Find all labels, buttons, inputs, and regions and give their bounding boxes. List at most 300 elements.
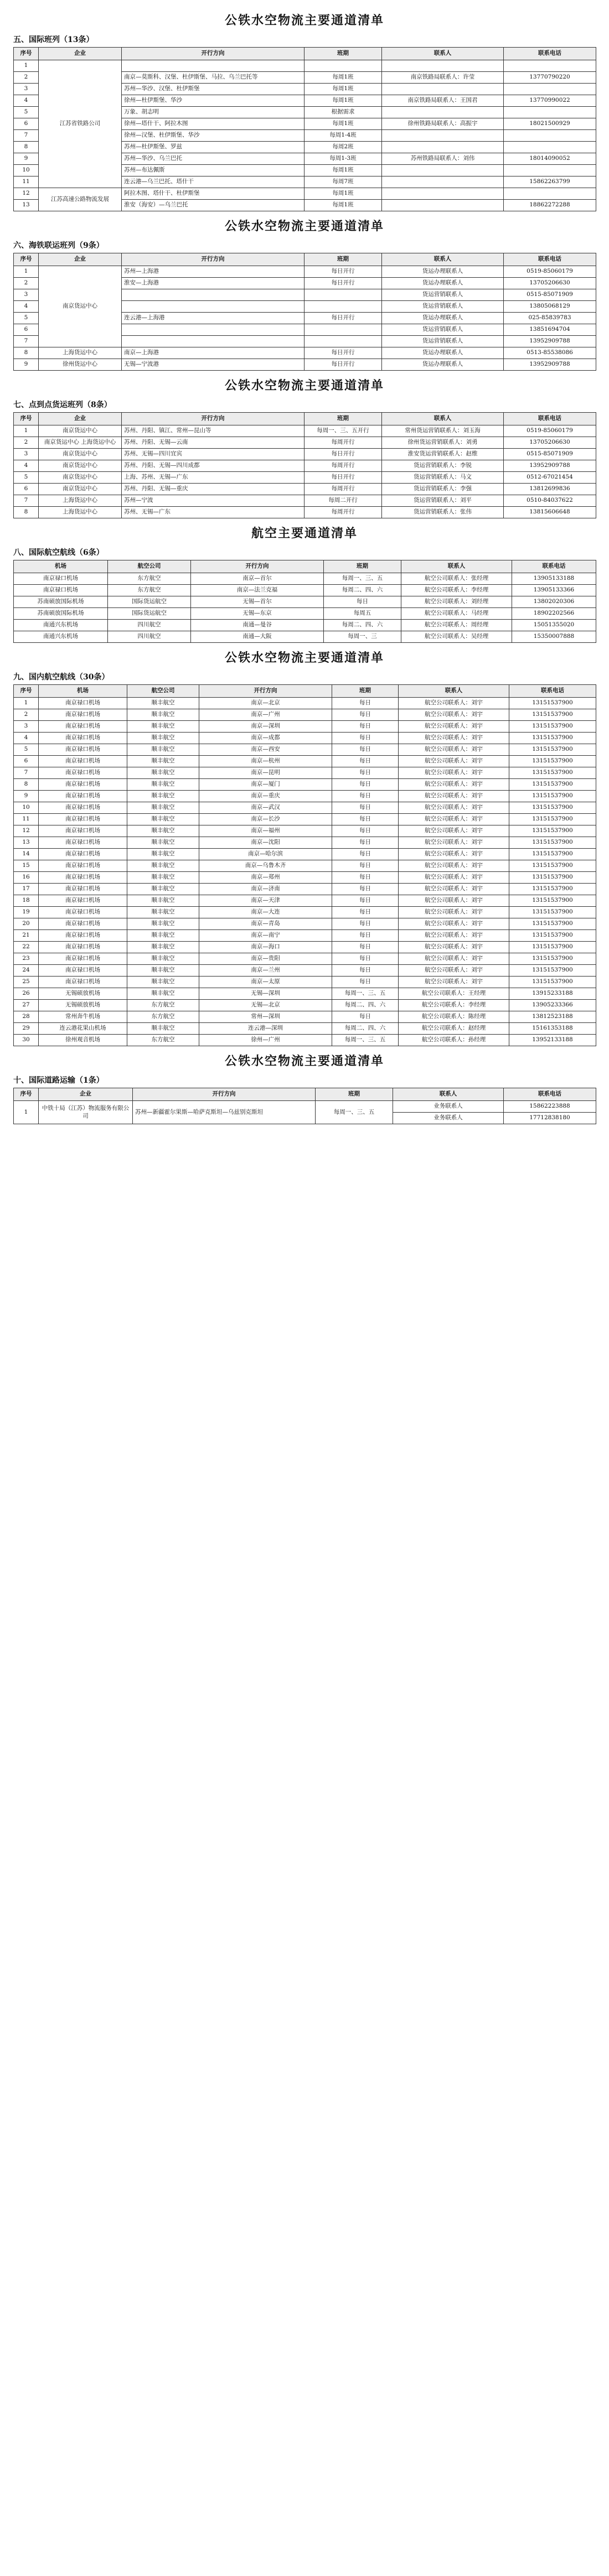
cell-no: 7 [14, 130, 39, 142]
cell-direction: 南京—天津 [199, 895, 332, 907]
section-sea-rail [13, 240, 596, 371]
cell-contact: 航空公司联系人：刘宇 [399, 837, 509, 849]
cell-phone: 13151537900 [509, 907, 596, 918]
cell-frequency: 每周1班 [304, 95, 382, 107]
cell-airport: 南京禄口机场 [39, 698, 127, 709]
cell-contact: 南京铁路局联系人：王国君 [382, 95, 504, 107]
cell-direction: 无锡—宁波港 [122, 359, 304, 371]
cell-direction: 苏州、丹阳、无锡—重庆 [122, 484, 304, 495]
cell-no: 14 [14, 849, 39, 860]
cell-frequency: 每日 [332, 698, 399, 709]
cell-frequency [304, 336, 382, 347]
cell-airline: 顺丰航空 [127, 953, 199, 965]
table-intl-road [13, 1088, 596, 1124]
cell-phone: 0515-85071909 [504, 449, 596, 460]
header-cell: 联系电话 [504, 48, 596, 60]
cell-direction: 南京—重庆 [199, 791, 332, 802]
cell-no: 3 [14, 289, 39, 301]
cell-airport: 南通兴东机场 [14, 620, 108, 631]
table-row [14, 1035, 596, 1046]
cell-direction: 南京—深圳 [199, 721, 332, 733]
cell-contact: 航空公司联系人：马经理 [401, 608, 512, 620]
cell-airport: 南京禄口机场 [39, 733, 127, 744]
cell-contact: 航空公司联系人：刘宇 [399, 709, 509, 721]
cell-airport: 南京禄口机场 [39, 802, 127, 814]
table-row [14, 359, 596, 371]
table-row [14, 802, 596, 814]
cell-direction: 徐州—杜伊斯堡、华沙 [122, 95, 304, 107]
cell-frequency: 每周开行 [304, 507, 382, 518]
header-cell: 序号 [14, 685, 39, 698]
table-row [14, 495, 596, 507]
cell-contact: 航空公司联系人：刘宇 [399, 977, 509, 988]
cell-direction: 南京—兰州 [199, 965, 332, 977]
header-cell: 班期 [304, 413, 382, 425]
cell-no: 16 [14, 872, 39, 884]
header-cell: 开行方向 [122, 413, 304, 425]
table-row [14, 631, 596, 643]
cell-phone: 13770990022 [504, 95, 596, 107]
cell-no: 8 [14, 779, 39, 791]
cell-no: 5 [14, 313, 39, 324]
cell-direction: 淮安—上海港 [122, 278, 304, 289]
cell-contact [382, 107, 504, 118]
cell-direction: 南京—长沙 [199, 814, 332, 825]
cell-airline: 东方航空 [127, 1035, 199, 1046]
cell-airport: 南京禄口机场 [39, 860, 127, 872]
doc-title: 公铁水空物流主要通道清单 [224, 1054, 384, 1068]
cell-phone: 13151537900 [509, 733, 596, 744]
cell-direction: 南京—厦门 [199, 779, 332, 791]
cell-contact: 航空公司联系人：刘宇 [399, 814, 509, 825]
table-row [14, 942, 596, 953]
cell-airport: 南京禄口机场 [39, 814, 127, 825]
cell-direction: 南京—哈尔滨 [199, 849, 332, 860]
cell-phone [504, 165, 596, 176]
cell-phone: 13952909788 [504, 460, 596, 472]
cell-frequency: 每日开行 [304, 359, 382, 371]
cell-no: 9 [14, 153, 39, 165]
cell-frequency: 每周二、四、六 [324, 620, 401, 631]
cell-direction: 南京—西安 [199, 744, 332, 756]
cell-frequency: 根据需求 [304, 107, 382, 118]
cell-airport: 南京禄口机场 [39, 744, 127, 756]
cell-contact: 航空公司联系人：刘宇 [399, 918, 509, 930]
cell-no: 1 [14, 266, 39, 278]
header-cell: 联系人 [382, 48, 504, 60]
cell-no: 13 [14, 200, 39, 211]
cell-no: 9 [14, 359, 39, 371]
cell-phone: 13151537900 [509, 895, 596, 907]
cell-airline: 东方航空 [108, 573, 191, 585]
cell-direction: 连云港—乌兰巴托、塔什干 [122, 176, 304, 188]
cell-contact: 常州货运营销联系人：刘玉海 [382, 425, 504, 437]
cell-phone: 13905233366 [509, 1000, 596, 1011]
header-cell: 联系人 [399, 685, 509, 698]
cell-contact: 航空公司联系人：陈经理 [399, 1011, 509, 1023]
cell-direction: 苏州—华沙、乌兰巴托 [122, 153, 304, 165]
header-cell: 序号 [14, 413, 39, 425]
header-cell: 班期 [304, 253, 382, 266]
cell-frequency [304, 289, 382, 301]
doc-title: 公铁水空物流主要通道清单 [224, 378, 384, 393]
cell-phone: 13802020306 [512, 596, 596, 608]
cell-frequency: 每周1班 [304, 84, 382, 95]
cell-airport: 徐州观音机场 [39, 1035, 127, 1046]
cell-no: 22 [14, 942, 39, 953]
cell-frequency: 每日 [332, 965, 399, 977]
cell-direction: 苏州、丹阳、无锡—四川成都 [122, 460, 304, 472]
cell-frequency: 每日 [332, 802, 399, 814]
cell-direction: 万象、胡志明 [122, 107, 304, 118]
table-row [14, 266, 596, 278]
cell-airline: 顺丰航空 [127, 860, 199, 872]
cell-phone: 13952909788 [504, 359, 596, 371]
cell-frequency: 每日 [332, 825, 399, 837]
cell-phone: 15051355020 [512, 620, 596, 631]
cell-direction: 南京—南宁 [199, 930, 332, 942]
cell-frequency: 每日 [332, 918, 399, 930]
cell-direction: 南京—武汉 [199, 802, 332, 814]
table-row [14, 918, 596, 930]
cell-direction [122, 324, 304, 336]
section-title: 九、国内航空航线（30条） [13, 673, 110, 682]
table-row [14, 779, 596, 791]
table-row [14, 698, 596, 709]
cell-direction: 常州—深圳 [199, 1011, 332, 1023]
table-row [14, 884, 596, 895]
cell-airport: 南京禄口机场 [39, 918, 127, 930]
cell-contact: 航空公司联系人：刘宇 [399, 895, 509, 907]
cell-contact: 航空公司联系人：刘宇 [399, 965, 509, 977]
header-cell: 班期 [324, 560, 401, 573]
cell-contact: 航空公司联系人：李经理 [401, 585, 512, 596]
cell-no: 12 [14, 188, 39, 200]
cell-phone: 13915233188 [509, 988, 596, 1000]
cell-frequency: 每周二、四、六 [332, 1023, 399, 1035]
cell-airport: 南京禄口机场 [39, 721, 127, 733]
cell-contact: 徐州货运营销联系人：刘勇 [382, 437, 504, 449]
cell-phone: 13151537900 [509, 918, 596, 930]
doc-title: 公铁水空物流主要通道清单 [224, 651, 384, 665]
cell-phone: 0519-85060179 [504, 266, 596, 278]
cell-contact: 货运营销联系人：刘平 [382, 495, 504, 507]
cell-no: 17 [14, 884, 39, 895]
cell-direction: 南京—广州 [199, 709, 332, 721]
cell-airport: 南通兴东机场 [14, 631, 108, 643]
cell-company: 南京货运中心 [39, 425, 122, 437]
cell-phone: 13151537900 [509, 744, 596, 756]
cell-airline: 顺丰航空 [127, 988, 199, 1000]
cell-frequency: 每周二、四、六 [324, 585, 401, 596]
cell-airport: 南京禄口机场 [39, 767, 127, 779]
cell-phone: 13151537900 [509, 698, 596, 709]
cell-phone: 13151537900 [509, 860, 596, 872]
cell-no: 7 [14, 767, 39, 779]
cell-direction: 南京—大连 [199, 907, 332, 918]
cell-frequency: 每日开行 [304, 313, 382, 324]
cell-direction: 南京—贵阳 [199, 953, 332, 965]
cell-phone: 13151537900 [509, 779, 596, 791]
cell-direction [122, 60, 304, 72]
section-point-to-point [13, 399, 596, 518]
cell-contact: 航空公司联系人：刘宇 [399, 721, 509, 733]
cell-contact [382, 84, 504, 95]
cell-direction: 上海、苏州、无锡—广东 [122, 472, 304, 484]
cell-direction: 南京—沈阳 [199, 837, 332, 849]
cell-airline: 顺丰航空 [127, 779, 199, 791]
table-row [14, 1011, 596, 1023]
table-row [14, 930, 596, 942]
cell-contact: 徐州铁路局联系人：高振宇 [382, 118, 504, 130]
cell-frequency: 每日 [332, 849, 399, 860]
cell-airline: 顺丰航空 [127, 721, 199, 733]
cell-phone: 13151537900 [509, 872, 596, 884]
cell-phone: 13952133188 [509, 1035, 596, 1046]
cell-airline: 顺丰航空 [127, 849, 199, 860]
cell-frequency: 每日 [332, 860, 399, 872]
cell-direction: 徐州—塔什干、阿拉木图 [122, 118, 304, 130]
cell-airline: 顺丰航空 [127, 814, 199, 825]
cell-frequency: 每日开行 [304, 472, 382, 484]
cell-direction: 南京—海口 [199, 942, 332, 953]
cell-phone: 13805068129 [504, 301, 596, 313]
cell-contact: 货运办理联系人 [382, 359, 504, 371]
cell-contact: 航空公司联系人：刘经理 [401, 596, 512, 608]
cell-company: 南京货运中心 [39, 449, 122, 460]
cell-frequency: 每日 [332, 779, 399, 791]
cell-frequency: 每日 [332, 756, 399, 767]
table-row [14, 977, 596, 988]
table-intl-air [13, 560, 596, 643]
cell-contact: 航空公司联系人：刘宇 [399, 953, 509, 965]
cell-frequency: 每周1班 [304, 188, 382, 200]
header-cell: 联系人 [382, 413, 504, 425]
cell-contact: 货运营销联系人：张伟 [382, 507, 504, 518]
cell-frequency: 每日开行 [304, 347, 382, 359]
table-row [14, 860, 596, 872]
cell-airport: 南京禄口机场 [14, 573, 108, 585]
cell-airline: 顺丰航空 [127, 802, 199, 814]
cell-phone: 13905133366 [512, 585, 596, 596]
cell-phone: 18014090052 [504, 153, 596, 165]
header-cell: 企业 [39, 48, 122, 60]
cell-frequency: 每周开行 [304, 437, 382, 449]
cell-airport: 南京禄口机场 [39, 837, 127, 849]
cell-contact: 货运营销联系人：李强 [382, 484, 504, 495]
table-row [14, 965, 596, 977]
cell-phone [504, 188, 596, 200]
cell-frequency: 每周一、三 [324, 631, 401, 643]
cell-frequency: 每周7班 [304, 176, 382, 188]
cell-no: 19 [14, 907, 39, 918]
cell-no: 11 [14, 814, 39, 825]
cell-direction: 苏州—宁波 [122, 495, 304, 507]
cell-company: 上海货运中心 [39, 347, 122, 359]
header-cell: 序号 [14, 1088, 39, 1101]
cell-contact: 货运营销联系人 [382, 324, 504, 336]
cell-contact: 货运营销联系人 [382, 301, 504, 313]
cell-contact [382, 60, 504, 72]
cell-frequency: 每周1班 [304, 118, 382, 130]
cell-frequency: 每日 [332, 872, 399, 884]
cell-frequency: 每周二开行 [304, 495, 382, 507]
cell-no: 28 [14, 1011, 39, 1023]
cell-direction: 徐州—广州 [199, 1035, 332, 1046]
cell-phone: 13812699836 [504, 484, 596, 495]
table-row [14, 791, 596, 802]
cell-direction: 南京—首尔 [191, 573, 324, 585]
cell-phone: 13705206630 [504, 437, 596, 449]
cell-direction: 苏州—杜伊斯堡、罗兹 [122, 142, 304, 153]
cell-direction: 阿拉木图、塔什干、杜伊斯堡 [122, 188, 304, 200]
cell-phone: 13851694704 [504, 324, 596, 336]
cell-frequency [304, 301, 382, 313]
cell-no: 12 [14, 825, 39, 837]
header-cell: 联系电话 [512, 560, 596, 573]
cell-no: 3 [14, 84, 39, 95]
header-cell: 联系人 [401, 560, 512, 573]
cell-phone: 13812523188 [509, 1011, 596, 1023]
cell-direction: 南京—成都 [199, 733, 332, 744]
cell-direction: 苏州—新疆霍尔果斯—哈萨克斯坦—乌兹别克斯坦 [133, 1101, 316, 1124]
table-row [14, 608, 596, 620]
cell-no: 1 [14, 1101, 39, 1124]
cell-direction: 徐州—汉堡、杜伊斯堡、华沙 [122, 130, 304, 142]
cell-frequency: 每日开行 [304, 278, 382, 289]
cell-phone [504, 84, 596, 95]
table-header [14, 253, 596, 266]
cell-direction [122, 289, 304, 301]
header-cell: 开行方向 [191, 560, 324, 573]
table-header [14, 413, 596, 425]
cell-frequency: 每周五 [324, 608, 401, 620]
cell-frequency: 每周开行 [304, 460, 382, 472]
cell-contact [382, 165, 504, 176]
doc-title: 公铁水空物流主要通道清单 [224, 219, 384, 233]
cell-no: 20 [14, 918, 39, 930]
cell-airport: 无锡硕放机场 [39, 988, 127, 1000]
cell-contact: 航空公司联系人：张经理 [401, 573, 512, 585]
cell-phone: 13151537900 [509, 802, 596, 814]
cell-frequency: 每周1班 [304, 165, 382, 176]
header-cell: 班期 [316, 1088, 393, 1101]
cell-airport: 南京禄口机场 [39, 907, 127, 918]
cell-no: 29 [14, 1023, 39, 1035]
cell-airline: 东方航空 [127, 1000, 199, 1011]
table-row [14, 756, 596, 767]
cell-frequency [304, 60, 382, 72]
cell-frequency: 每周1班 [304, 72, 382, 84]
table-row [14, 425, 596, 437]
cell-phone: 13151537900 [509, 825, 596, 837]
cell-no: 23 [14, 953, 39, 965]
cell-airline: 顺丰航空 [127, 791, 199, 802]
cell-airline: 顺丰航空 [127, 965, 199, 977]
header-cell: 联系电话 [504, 253, 596, 266]
cell-airline: 顺丰航空 [127, 895, 199, 907]
table-row [14, 620, 596, 631]
cell-airline: 四川航空 [108, 631, 191, 643]
cell-contact: 货运营销联系人 [382, 336, 504, 347]
cell-airline: 顺丰航空 [127, 709, 199, 721]
cell-contact: 航空公司联系人：刘宇 [399, 756, 509, 767]
header-cell: 开行方向 [199, 685, 332, 698]
cell-direction: 南京—莫斯科、汉堡、杜伊斯堡、马拉、乌兰巴托等 [122, 72, 304, 84]
table-row [14, 849, 596, 860]
cell-frequency: 每周1-3班 [304, 153, 382, 165]
cell-phone: 13151537900 [509, 977, 596, 988]
cell-direction: 苏州、无锡—四川宜宾 [122, 449, 304, 460]
cell-contact: 航空公司联系人：刘宇 [399, 872, 509, 884]
cell-contact [382, 142, 504, 153]
cell-phone: 13770790220 [504, 72, 596, 84]
cell-phone: 13151537900 [509, 791, 596, 802]
cell-airport: 常州奔牛机场 [39, 1011, 127, 1023]
cell-frequency: 每日 [332, 942, 399, 953]
cell-contact: 淮安货运营销联系人：赵维 [382, 449, 504, 460]
cell-phone: 13151537900 [509, 942, 596, 953]
cell-no: 8 [14, 142, 39, 153]
cell-direction: 南京—太原 [199, 977, 332, 988]
cell-company: 江苏高速公路物流发展 [39, 188, 122, 211]
cell-contact: 货运营销联系人：马文 [382, 472, 504, 484]
cell-frequency: 每日 [332, 791, 399, 802]
cell-phone: 15350007888 [512, 631, 596, 643]
cell-phone: 0513-85538086 [504, 347, 596, 359]
cell-frequency: 每日 [332, 767, 399, 779]
cell-airport: 南京禄口机场 [39, 872, 127, 884]
table-row [14, 347, 596, 359]
cell-direction: 南京—济南 [199, 884, 332, 895]
table-row [14, 472, 596, 484]
cell-no: 2 [14, 72, 39, 84]
table-row [14, 721, 596, 733]
cell-frequency: 每日 [332, 895, 399, 907]
table-row [14, 953, 596, 965]
cell-direction: 连云港—上海港 [122, 313, 304, 324]
cell-direction [122, 301, 304, 313]
cell-phone: 13151537900 [509, 709, 596, 721]
header-cell: 联系电话 [504, 1088, 596, 1101]
cell-company: 上海货运中心 [39, 507, 122, 518]
cell-no: 6 [14, 118, 39, 130]
cell-phone: 13952909788 [504, 336, 596, 347]
header-cell: 班期 [304, 48, 382, 60]
cell-contact: 货运办理联系人 [382, 278, 504, 289]
cell-phone: 18862272288 [504, 200, 596, 211]
cell-phone: 15161353188 [509, 1023, 596, 1035]
table-row [14, 767, 596, 779]
cell-frequency: 每日 [332, 1011, 399, 1023]
cell-airport: 连云港花果山机场 [39, 1023, 127, 1035]
document-page [0, 0, 609, 1146]
cell-frequency: 每日 [332, 744, 399, 756]
cell-airport: 无锡硕放机场 [39, 1000, 127, 1011]
section-title: 八、国际航空航线（6条） [13, 548, 104, 557]
cell-phone [504, 60, 596, 72]
cell-no: 5 [14, 744, 39, 756]
cell-no: 13 [14, 837, 39, 849]
cell-no: 6 [14, 484, 39, 495]
cell-phone [504, 130, 596, 142]
cell-phone: 15862223888 [504, 1101, 596, 1113]
cell-airline: 顺丰航空 [127, 767, 199, 779]
cell-direction: 无锡—首尔 [191, 596, 324, 608]
cell-frequency: 每周开行 [304, 484, 382, 495]
cell-airport: 南京禄口机场 [39, 895, 127, 907]
cell-company: 南京货运中心 [39, 460, 122, 472]
